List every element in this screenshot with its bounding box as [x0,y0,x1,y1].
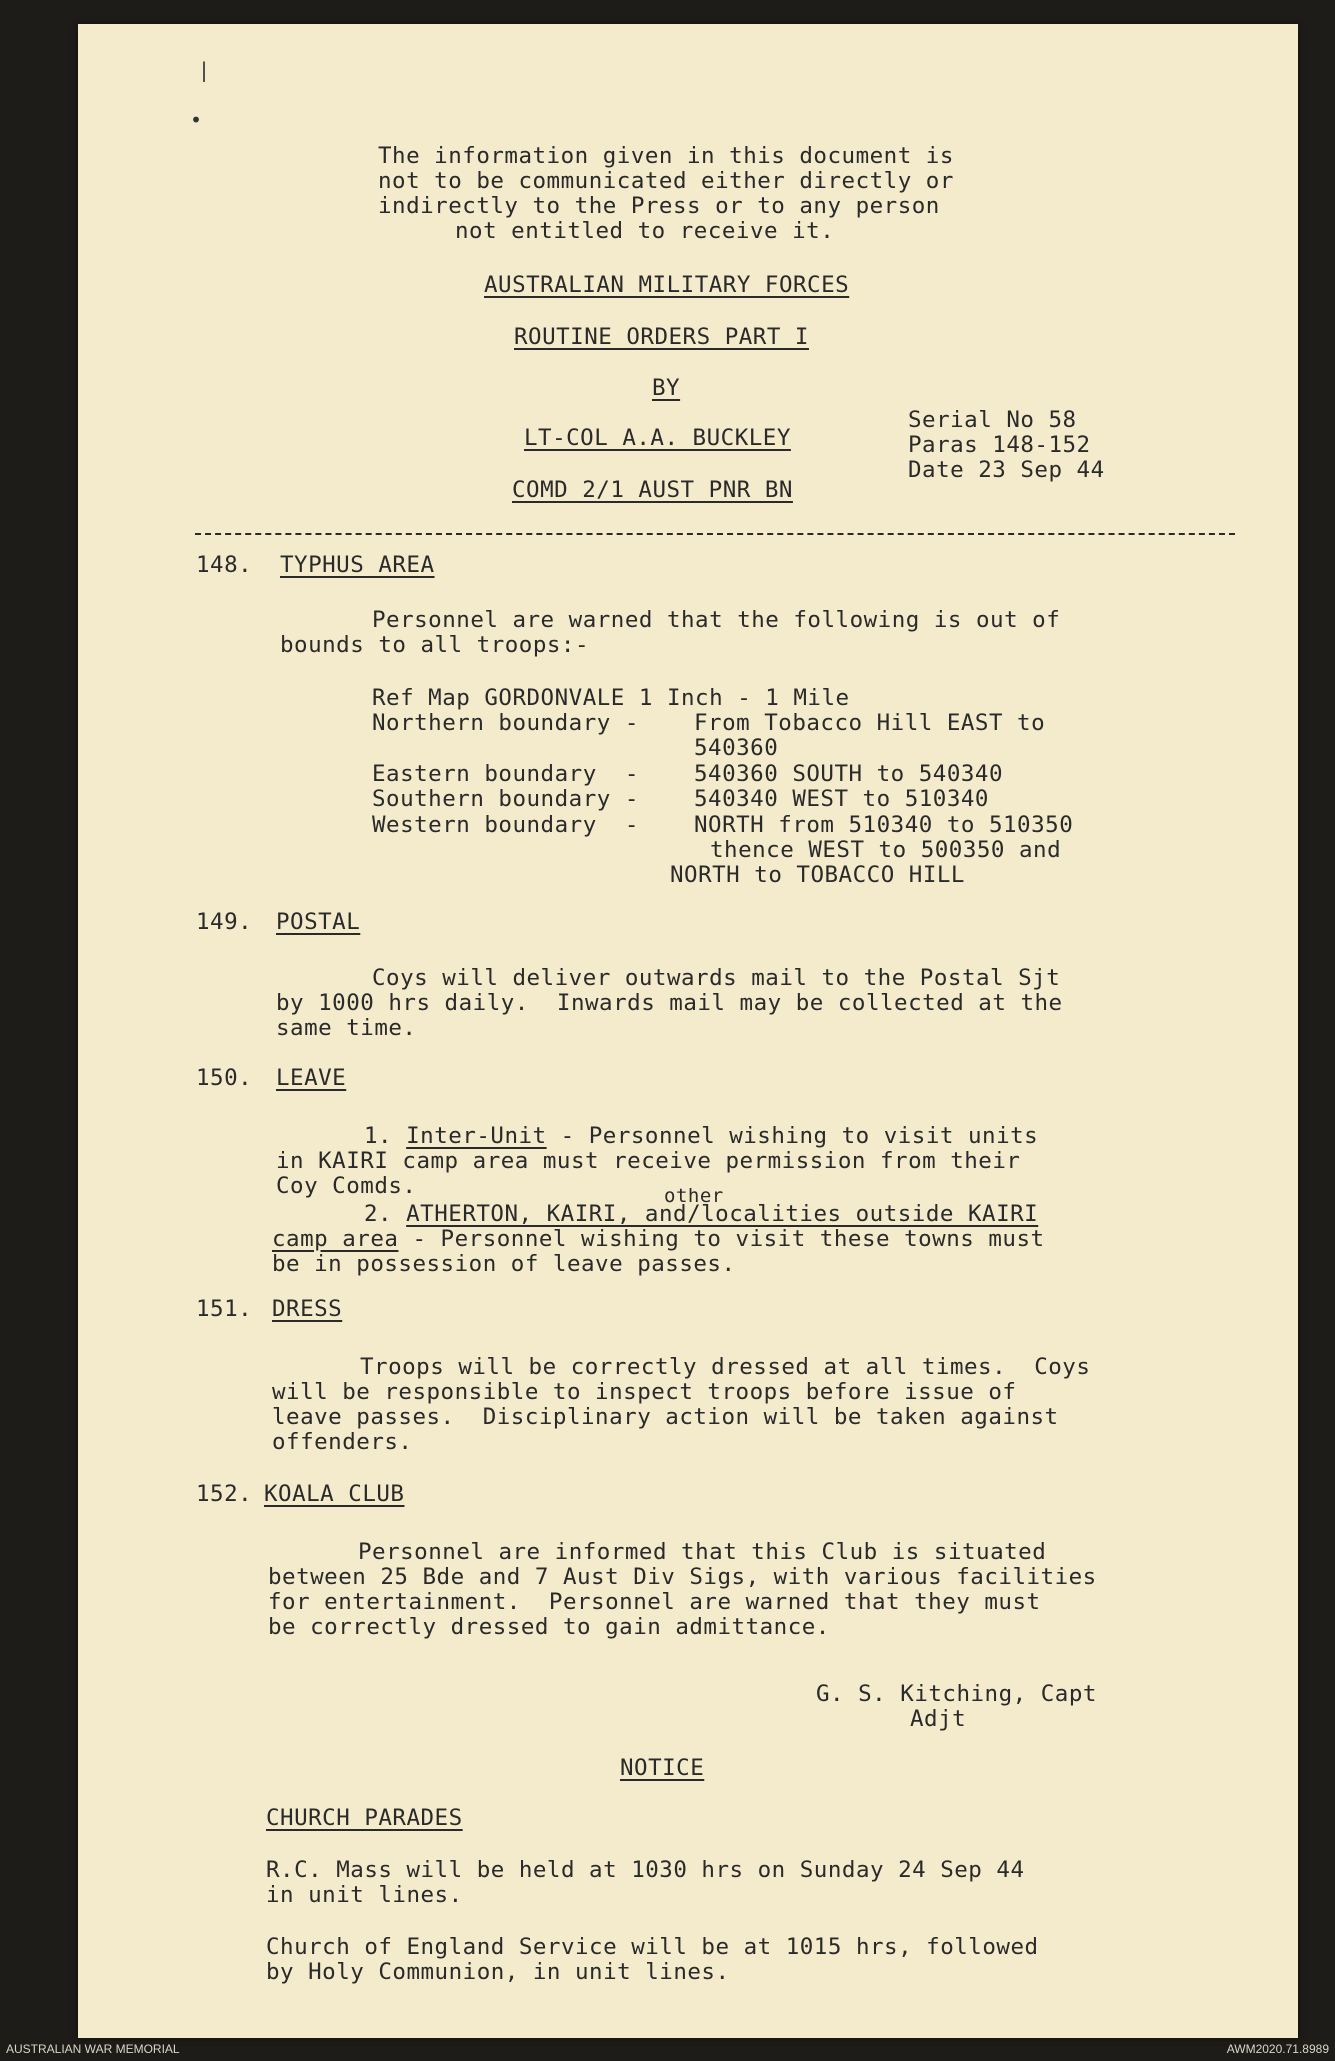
security-notice-line-1: The information given in this document is [378,143,954,169]
security-notice-line-3: indirectly to the Press or to any person [378,193,940,219]
western-boundary-value-3: NORTH to TOBACCO HILL [670,862,965,888]
para-149-line-2: by 1000 hrs daily. Inwards mail may be collected at the [276,990,1063,1016]
staple-mark: | [198,58,211,82]
para-151-line-2: will be responsible to inspect troops before issue of [272,1379,1017,1405]
by-heading: BY [652,375,681,401]
rc-mass-line-1: R.C. Mass will be held at 1030 hrs on Sunday 24 Sep 44 [266,1857,1025,1883]
southern-boundary-label: Southern boundary - [372,786,639,812]
commander-name: LT-COL A.A. BUCKLEY [524,425,791,451]
ref-map: Ref Map GORDONVALE 1 Inch - 1 Mile [372,685,850,711]
para-151-number: 151. [196,1296,253,1322]
church-parades-heading: CHURCH PARADES [266,1805,463,1831]
para-148-intro-2: bounds to all troops:- [280,632,590,658]
security-notice-line-4: not entitled to receive it. [455,218,835,244]
southern-boundary-value: 540340 WEST to 510340 [694,786,989,812]
northern-boundary-label: Northern boundary - [372,710,639,736]
leave-item-2-insertion: other [664,1185,724,1207]
para-148-intro-1: Personnel are warned that the following is out of [372,607,1061,633]
eastern-boundary-value: 540360 SOUTH to 540340 [694,761,1004,787]
paras-range: Paras 148-152 [908,432,1091,458]
footer-archive-name: AUSTRALIAN WAR MEMORIAL [6,2042,180,2056]
para-151-line-3: leave passes. Disciplinary action will be taken against [272,1404,1059,1430]
para-151-title: DRESS [272,1296,343,1322]
para-150-number: 150. [196,1065,253,1091]
orders-heading: ROUTINE ORDERS PART I [514,324,809,350]
leave-item-1-line-2: in KAIRI camp area must receive permission from their [276,1148,1021,1174]
para-149-number: 149. [196,909,253,935]
eastern-boundary-label: Eastern boundary - [372,761,639,787]
northern-boundary-value-1: From Tobacco Hill EAST to [694,710,1046,736]
para-150-title: LEAVE [276,1065,347,1091]
leave-item-1-line-3: Coy Comds. [276,1173,417,1199]
leave-item-2-heading: 2. ATHERTON, KAIRI, and/localities outside KAIRI [364,1201,1039,1227]
western-boundary-label: Western boundary - [372,812,639,838]
signature-name: G. S. Kitching, Capt [816,1681,1097,1707]
para-152-line-4: be correctly dressed to gain admittance. [268,1614,830,1640]
para-152-number: 152. [196,1481,253,1507]
pin-hole: • [190,108,203,132]
para-152-line-3: for entertainment. Personnel are warned that they must [268,1589,1041,1615]
para-149-line-3: same time. [276,1015,417,1041]
coe-service-line-1: Church of England Service will be at 1015 hrs, followed [266,1934,1039,1960]
western-boundary-value-1: NORTH from 510340 to 510350 [694,812,1074,838]
notice-heading: NOTICE [620,1755,705,1781]
order-date: Date 23 Sep 44 [908,457,1105,483]
para-151-line-1: Troops will be correctly dressed at all times. Coys [360,1354,1091,1380]
rc-mass-line-2: in unit lines. [266,1882,463,1908]
para-149-title: POSTAL [276,909,361,935]
leave-item-1-heading: 1. Inter-Unit - Personnel wishing to visit units [364,1123,1039,1149]
header-divider [195,533,1235,535]
signature-role: Adjt [910,1706,967,1732]
leave-item-2-line-2: camp area - Personnel wishing to visit these towns must [272,1226,1045,1252]
para-148-title: TYPHUS AREA [280,552,435,578]
para-149-line-1: Coys will deliver outwards mail to the Postal Sjt [372,965,1061,991]
forces-heading: AUSTRALIAN MILITARY FORCES [484,272,850,298]
para-151-line-4: offenders. [272,1429,413,1455]
coe-service-line-2: by Holy Communion, in unit lines. [266,1959,730,1985]
footer-accession-number: AWM2020.71.8989 [1226,2042,1329,2056]
para-152-line-1: Personnel are informed that this Club is situated [358,1539,1047,1565]
western-boundary-value-2: thence WEST to 500350 and [710,837,1062,863]
unit-name: COMD 2/1 AUST PNR BN [512,477,793,503]
para-152-line-2: between 25 Bde and 7 Aust Div Sigs, with various facilities [268,1564,1097,1590]
security-notice-line-2: not to be communicated either directly or [378,168,954,194]
northern-boundary-value-2: 540360 [694,735,779,761]
serial-number: Serial No 58 [908,407,1077,433]
para-152-title: KOALA CLUB [264,1481,405,1507]
leave-item-2-line-3: be in possession of leave passes. [272,1251,736,1277]
para-148-number: 148. [196,552,253,578]
